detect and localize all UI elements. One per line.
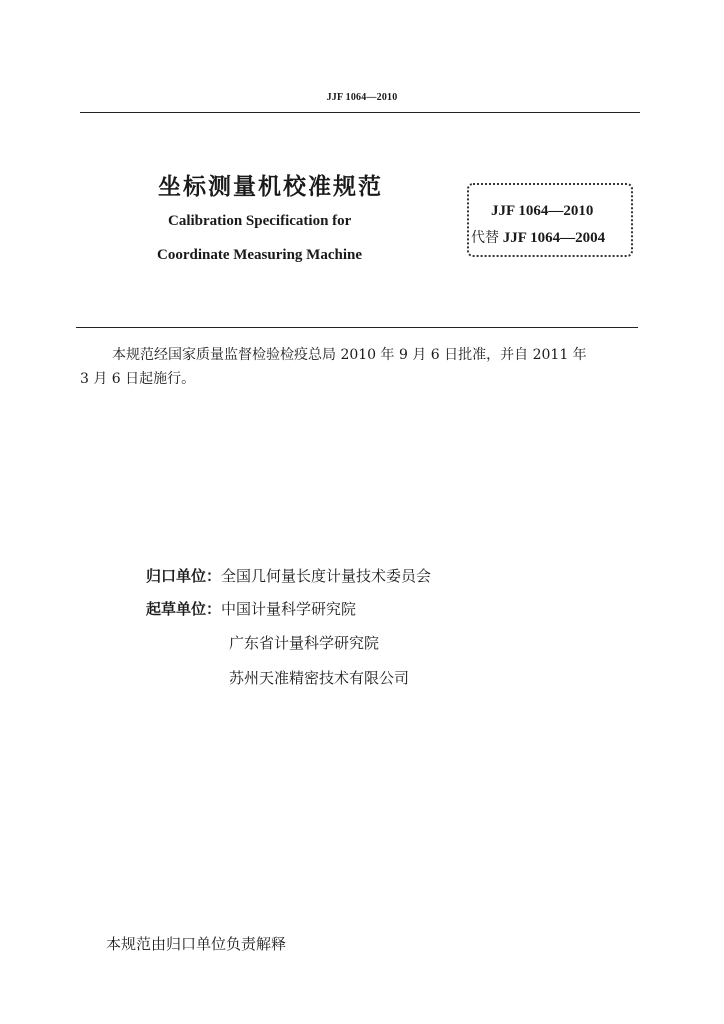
- responsible-unit-name: 全国几何量长度计量技术委员会: [221, 567, 432, 585]
- header-document-code: JJF 1064—2010: [326, 92, 398, 103]
- drafting-unit-name: 广东省计量科学研究院: [229, 634, 380, 652]
- interpretation-note: 本规范由归口单位负责解释: [106, 935, 287, 953]
- approval-line1: 本规范经国家质量监督检验检疫总局 2010 年 9 月 6 日批准，并自 2011 年: [112, 347, 587, 363]
- drafting-unit-name: 中国计量科学研究院: [221, 600, 357, 618]
- specification-code: JJF 1064—2010: [491, 203, 594, 219]
- title-english-line2: Coordinate Measuring Machine: [157, 247, 362, 263]
- specification-code-box: [467, 183, 633, 257]
- middle-divider: [76, 327, 638, 328]
- responsible-unit-label: 归口单位：: [146, 567, 222, 585]
- top-divider: [80, 112, 640, 113]
- drafting-unit-label: 起草单位：: [146, 600, 222, 618]
- replaces-code: JJF 1064—2004: [502, 230, 606, 246]
- approval-line2: 3 月 6 日起施行。: [80, 371, 196, 387]
- approval-statement: [80, 343, 646, 391]
- title-chinese: 坐标测量机校准规范: [158, 174, 383, 200]
- drafting-unit-row: [146, 598, 356, 619]
- responsible-unit-row: [146, 565, 431, 586]
- title-english-line1: Calibration Specification for: [168, 213, 352, 229]
- drafting-unit-row: [229, 632, 379, 653]
- replaces-prefix: 代替: [471, 230, 499, 246]
- drafting-unit-name: 苏州天准精密技术有限公司: [229, 669, 410, 687]
- drafting-unit-row: [229, 667, 409, 688]
- replaces-line: [471, 227, 605, 247]
